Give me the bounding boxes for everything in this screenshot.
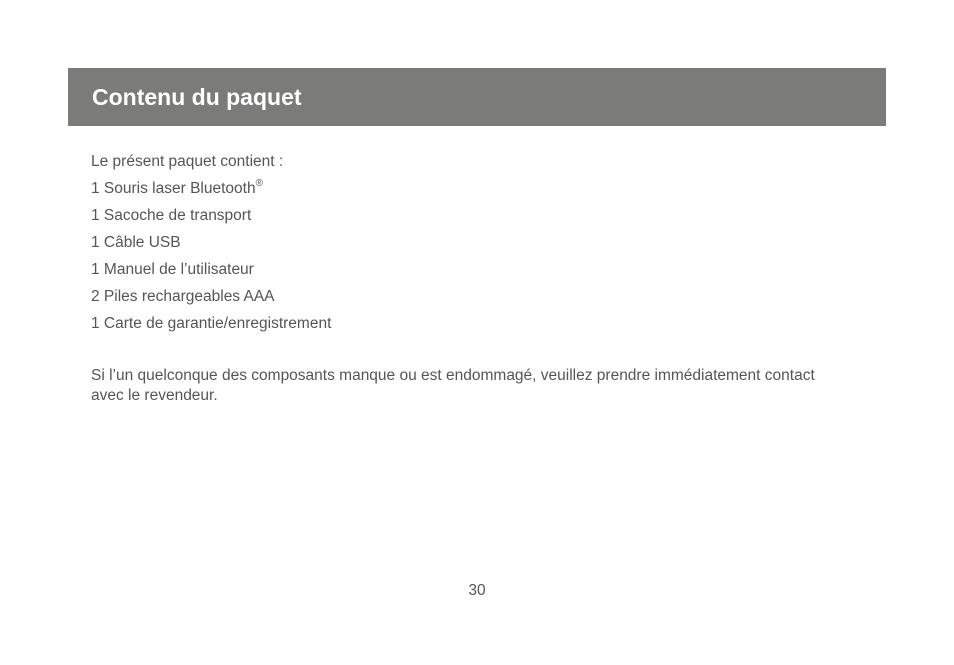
page-number: 30 — [468, 582, 486, 599]
list-item-text: 1 Manuel de l’utilisateur — [91, 261, 254, 278]
list-item-text: 1 Carte de garantie/enregistrement — [91, 315, 332, 332]
list-item-text: 1 Câble USB — [91, 234, 181, 251]
list-item — [91, 234, 831, 252]
list-item-text: 1 Souris laser Bluetooth — [91, 180, 256, 197]
package-contents-section — [91, 153, 831, 406]
list-item — [91, 180, 831, 198]
list-item-text: 2 Piles rechargeables AAA — [91, 288, 275, 305]
missing-components-notice: Si l’un quelconque des composants manque ou est endommagé, veuillez prendre immédiatement contact avec le revendeur. — [91, 367, 815, 404]
package-items-list — [91, 180, 831, 333]
list-item — [91, 288, 831, 306]
list-item-text: 1 Sacoche de transport — [91, 207, 252, 224]
section-title: Contenu du paquet — [92, 84, 302, 110]
registered-trademark-mark: ® — [255, 178, 263, 189]
list-item — [91, 261, 831, 279]
list-item — [91, 207, 831, 225]
list-item — [91, 315, 831, 333]
intro-text: Le présent paquet contient : — [91, 153, 284, 170]
section-header-bar — [68, 68, 886, 126]
